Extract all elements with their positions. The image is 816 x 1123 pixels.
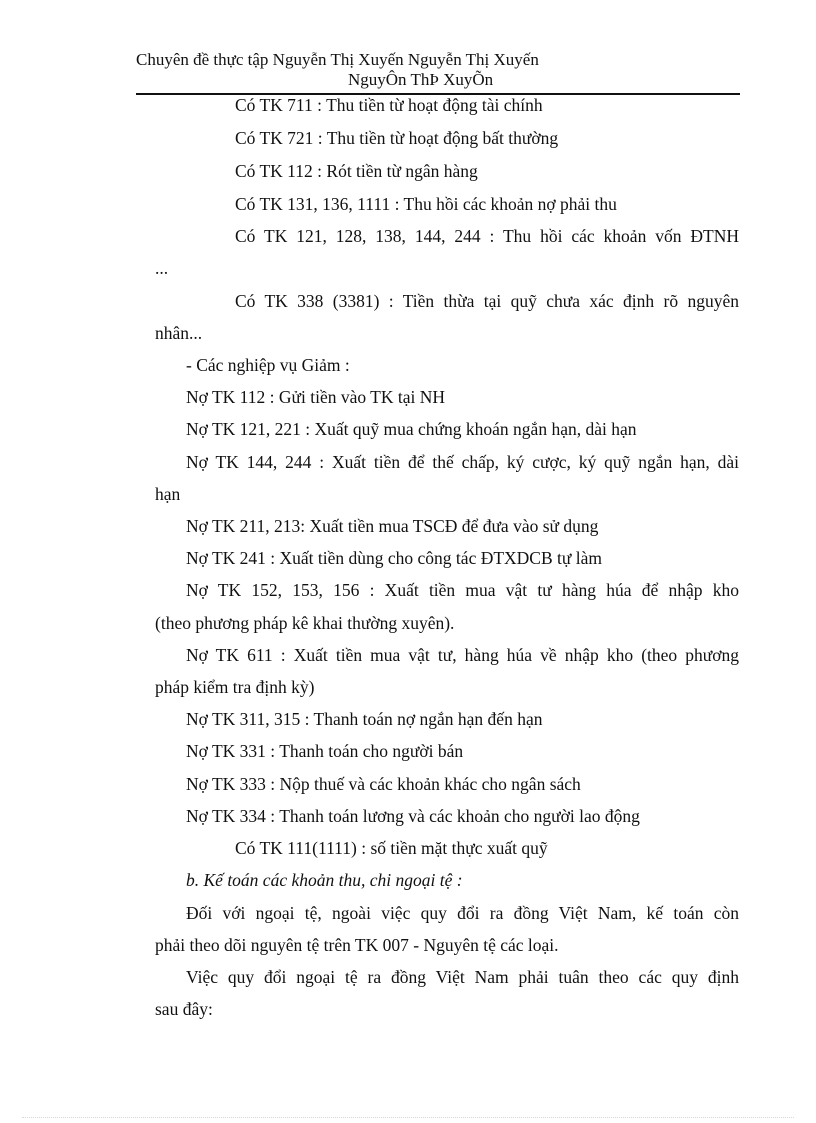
text-line: Nợ TK 211, 213: Xuất tiền mua TSCĐ để đưa vào sử dụng (186, 516, 599, 536)
text-line: Có TK 338 (3381) : Tiền thừa tại quỹ chưa xác định rõ nguyên (235, 291, 739, 311)
text-line: Nợ TK 334 : Thanh toán lương và các khoản cho người lao động (186, 806, 640, 826)
text-line: Nợ TK 152, 153, 156 : Xuất tiền mua vật tư hàng húa để nhập kho (186, 580, 739, 600)
text-line: ... (155, 258, 169, 278)
text-line: Đối với ngoại tệ, ngoài việc quy đổi ra đồng Việt Nam, kế toán còn (186, 903, 739, 923)
section-heading: b. Kế toán các khoản thu, chi ngoại tệ : (186, 870, 463, 890)
text-line: Nợ TK 331 : Thanh toán cho người bán (186, 741, 464, 761)
text-line: Nợ TK 333 : Nộp thuế và các khoản khác cho ngân sách (186, 774, 581, 794)
text-line: Nợ TK 144, 244 : Xuất tiền để thế chấp, ký cược, ký quỹ ngắn hạn, dài (186, 452, 739, 472)
footer-divider (22, 1117, 794, 1118)
text-line: Có TK 131, 136, 1111 : Thu hồi các khoản nợ phải thu (235, 194, 617, 214)
text-line: hạn (155, 484, 181, 504)
section-heading: - Các nghiệp vụ Giảm : (186, 355, 350, 375)
header-line-1: Chuyên đề thực tập Nguyễn Thị Xuyến Nguyễn Thị Xuyến (136, 50, 539, 69)
text-line: nhân... (155, 323, 203, 343)
text-line: Có TK 711 : Thu tiền từ hoạt động tài chính (235, 95, 543, 115)
text-line: phải theo dõi nguyên tệ trên TK 007 - Nguyên tệ các loại. (155, 935, 559, 955)
text-line: Có TK 721 : Thu tiền từ hoạt động bất thường (235, 128, 559, 148)
text-line: (theo phương pháp kê khai thường xuyên). (155, 613, 455, 633)
header-line-2: NguyÔn ThÞ XuyÕn (348, 70, 494, 89)
text-line: sau đây: (155, 999, 213, 1019)
text-line: Nợ TK 611 : Xuất tiền mua vật tư, hàng húa về nhập kho (theo phương (186, 645, 739, 665)
text-line: Có TK 121, 128, 138, 144, 244 : Thu hồi các khoản vốn ĐTNH (235, 226, 739, 246)
text-line: pháp kiểm tra định kỳ) (155, 677, 315, 697)
page-header (136, 50, 740, 90)
text-line: Có TK 112 : Rót tiền từ ngân hàng (235, 161, 478, 181)
text-line: Nợ TK 112 : Gửi tiền vào TK tại NH (186, 387, 446, 407)
text-line: Nợ TK 121, 221 : Xuất quỹ mua chứng khoán ngắn hạn, dài hạn (186, 419, 637, 439)
text-line: Nợ TK 311, 315 : Thanh toán nợ ngắn hạn đến hạn (186, 709, 543, 729)
text-line: Có TK 111(1111) : số tiền mặt thực xuất quỹ (235, 838, 548, 858)
text-line: Việc quy đổi ngoại tệ ra đồng Việt Nam phải tuân theo các quy định (186, 967, 739, 987)
text-line: Nợ TK 241 : Xuất tiền dùng cho công tác ĐTXDCB tự làm (186, 548, 602, 568)
